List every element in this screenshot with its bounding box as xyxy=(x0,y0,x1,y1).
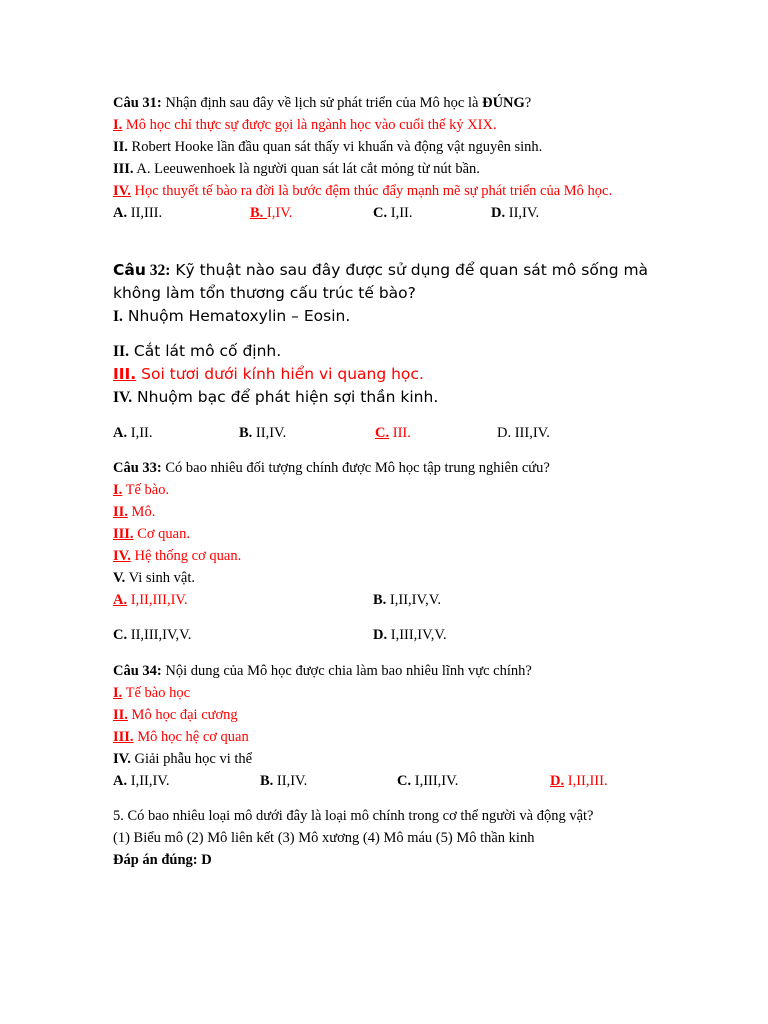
question-31-stem: Câu 31: Nhận định sau đây về lịch sử phát triển của Mô học là ĐÚNG? xyxy=(113,95,532,111)
question-label: Câu xyxy=(113,261,146,279)
question-33 xyxy=(113,457,673,646)
option-d: D. I,III,IV,V. xyxy=(373,627,447,643)
statement: II. Robert Hooke lần đầu quan sát thấy vi khuẩn và động vật nguyên sinh. xyxy=(113,139,543,155)
options-row xyxy=(113,422,673,444)
statement: III. A. Leeuwenhoek là người quan sát lát cắt mỏng từ nút bần. xyxy=(113,161,480,177)
statement: IV. Giải phẫu học vi thể xyxy=(113,751,253,767)
question-31 xyxy=(113,92,673,224)
question-32-stem: Câu 32: Kỹ thuật nào sau đây được sử dụng để quan sát mô sống mà không làm tổn thương cấu trúc tế bào? xyxy=(113,261,649,302)
question-label: Câu 34: xyxy=(113,663,162,679)
options-row xyxy=(113,770,673,792)
statement-correct: II. Mô. xyxy=(113,504,156,520)
option-b: B. II,IV. xyxy=(260,773,308,789)
option-a-correct: A. I,II,III,IV. xyxy=(113,592,188,608)
answer-line: Đáp án đúng: D xyxy=(113,852,212,868)
statement-correct: III. Cơ quan. xyxy=(113,526,190,542)
options-row xyxy=(113,624,673,646)
options-row xyxy=(113,589,673,611)
option-c: C. I,III,IV. xyxy=(397,773,459,789)
statement-correct: IV. Học thuyết tế bào ra đời là bước đệm thúc đẩy mạnh mẽ sự phát triển của Mô học. xyxy=(113,183,613,199)
statement-correct: III. Mô học hệ cơ quan xyxy=(113,729,249,745)
option-a: A. I,II,IV. xyxy=(113,773,170,789)
statement-correct: I. Tế bào. xyxy=(113,482,170,498)
option-b: B. II,IV. xyxy=(239,425,287,441)
option-d-correct: D. I,II,III. xyxy=(550,773,608,789)
statement: IV. Nhuộm bạc để phát hiện sợi thần kinh. xyxy=(113,388,439,406)
option-c: C. I,II. xyxy=(373,205,413,221)
question-label: Câu 33: xyxy=(113,460,162,476)
statement: I. Nhuộm Hematoxylin – Eosin. xyxy=(113,307,351,325)
option-a: A. I,II. xyxy=(113,425,153,441)
statement-correct: II. Mô học đại cương xyxy=(113,707,238,723)
option-d: D. III,IV. xyxy=(497,425,550,441)
question-34 xyxy=(113,660,673,792)
option-c-correct: C. III. xyxy=(375,425,411,441)
option-a: A. II,III. xyxy=(113,205,163,221)
question-5 xyxy=(113,805,693,871)
option-d: D. II,IV. xyxy=(491,205,540,221)
statement: II. Cắt lát mô cố định. xyxy=(113,342,282,360)
statement-correct: I. Mô học chỉ thực sự được gọi là ngành học vào cuối thế kỷ XIX. xyxy=(113,117,497,133)
question-34-stem: Câu 34: Nội dung của Mô học được chia làm bao nhiêu lĩnh vực chính? xyxy=(113,663,532,679)
question-5-items: (1) Biểu mô (2) Mô liên kết (3) Mô xương (4) Mô máu (5) Mô thần kinh xyxy=(113,830,535,846)
question-32 xyxy=(113,259,673,444)
statement-correct: III. Soi tươi dưới kính hiển vi quang học. xyxy=(113,365,424,383)
statement-correct: I. Tế bào học xyxy=(113,685,191,701)
option-b: B. I,II,IV,V. xyxy=(373,592,441,608)
option-c: C. II,III,IV,V. xyxy=(113,627,192,643)
question-5-stem: 5. Có bao nhiêu loại mô dưới đây là loại mô chính trong cơ thể người và động vật? xyxy=(113,808,594,824)
statement-correct: IV. Hệ thống cơ quan. xyxy=(113,548,242,564)
option-b-correct: B. I,IV. xyxy=(250,205,293,221)
question-label: Câu 31: xyxy=(113,95,162,111)
statement: V. Vi sinh vật. xyxy=(113,570,195,586)
question-33-stem: Câu 33: Có bao nhiêu đối tượng chính được Mô học tập trung nghiên cứu? xyxy=(113,460,550,476)
options-row xyxy=(113,202,673,224)
